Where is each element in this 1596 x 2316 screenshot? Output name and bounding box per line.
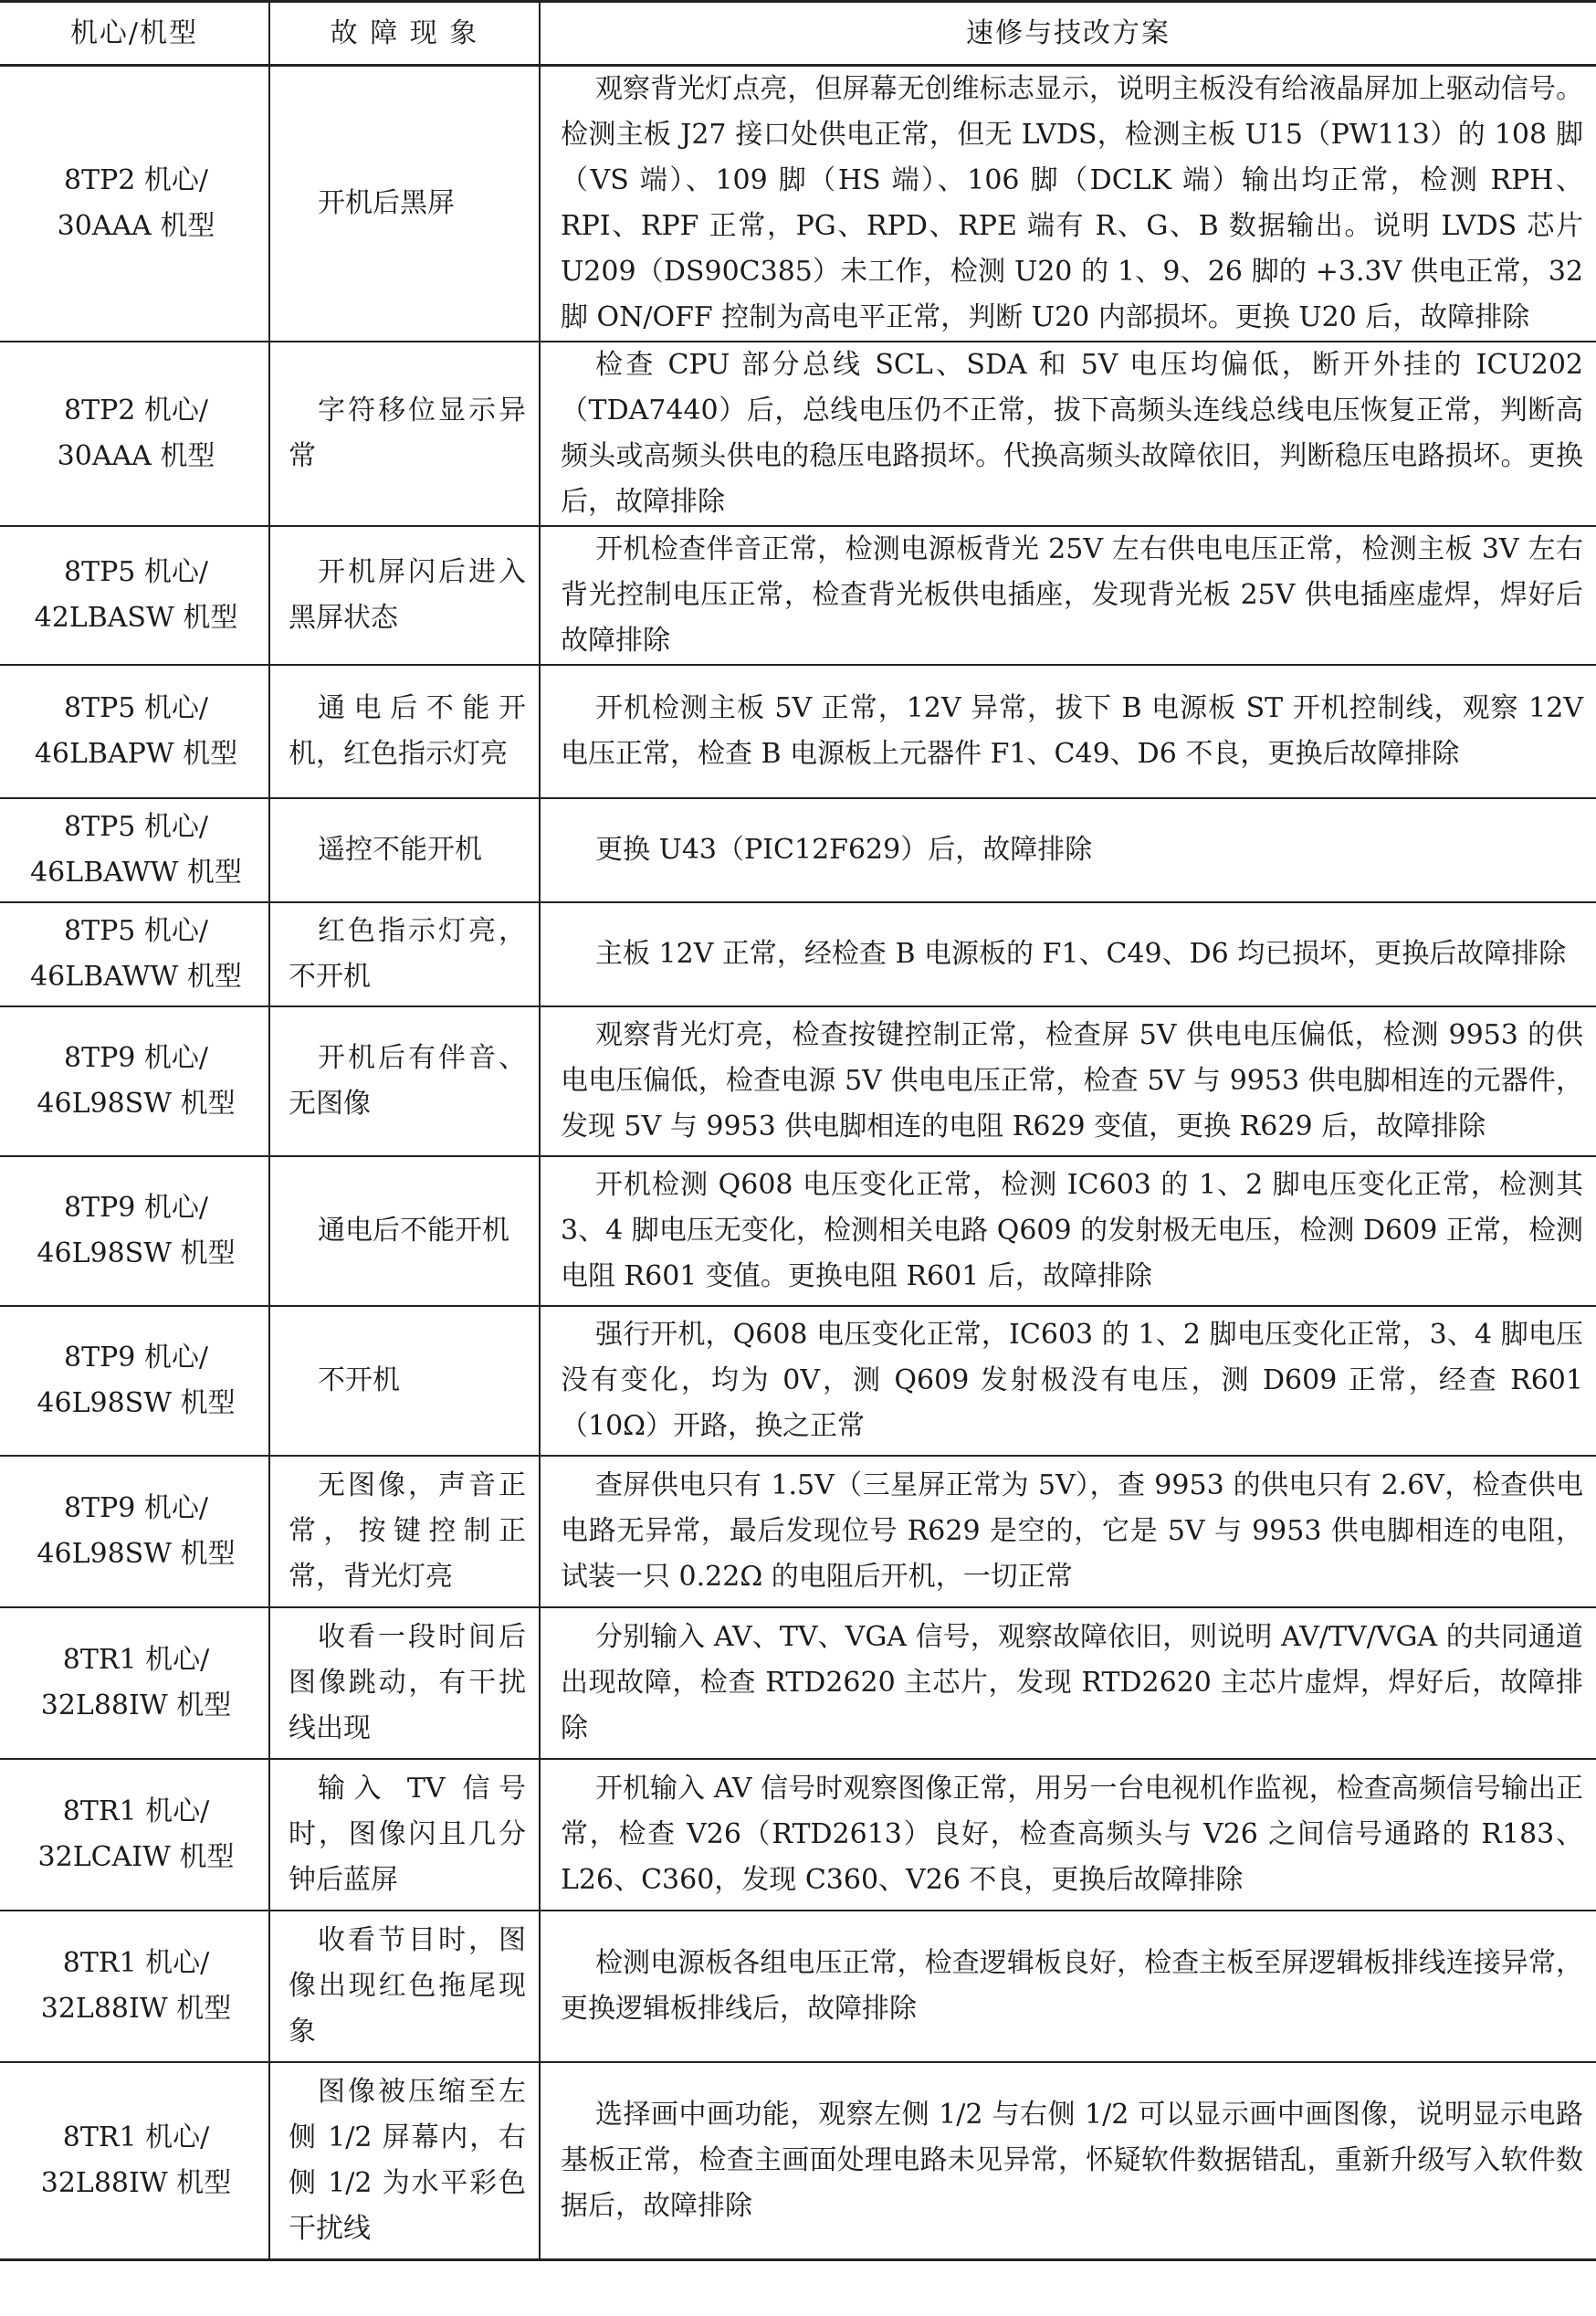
- model-cell: [0, 798, 269, 902]
- model-cell: [0, 342, 269, 526]
- table-row: [0, 1759, 1596, 1911]
- solution-cell: 分别输入 AV、TV、VGA 信号，观察故障依旧，则说明 AV/TV/VGA 的共同通道出现故障，检查 RTD2620 主芯片，发现 RTD2620 主芯片虚焊，焊好后，故障排除: [540, 1607, 1596, 1759]
- solution-cell: 开机检测 Q608 电压变化正常，检测 IC603 的 1、2 脚电压变化正常，检测其 3、4 脚电压无变化，检测相关电路 Q609 的发射极无电压，检测 D609 正常，检测电阻 R601 变值。更换电阻 R601 后，故障排除: [540, 1156, 1596, 1306]
- solution-cell: 选择画中画功能，观察左侧 1/2 与右侧 1/2 可以显示画中画图像，说明显示电路基板正常，检查主画面处理电路未见异常，怀疑软件数据错乱，重新升级写入软件数据后，故障排除: [540, 2062, 1596, 2259]
- model-cell: [0, 66, 269, 342]
- model-text: 46L98SW 机型: [37, 1088, 236, 1120]
- table-row: [0, 1156, 1596, 1306]
- model-text: 46LBAPW 机型: [34, 738, 238, 770]
- fault-cell: 开机后黑屏: [269, 66, 540, 342]
- table-row: [0, 1006, 1596, 1156]
- fault-cell: 无图像，声音正常，按键控制正常，背光灯亮: [269, 1456, 540, 1607]
- model-text: 46L98SW 机型: [37, 1237, 236, 1269]
- chassis-text: 8TR1 机心/: [62, 1947, 210, 1979]
- model-cell: [0, 2062, 269, 2259]
- chassis-text: 8TP5 机心/: [63, 915, 208, 947]
- solution-cell: 观察背光灯点亮，但屏幕无创维标志显示，说明主板没有给液晶屏加上驱动信号。检测主板 J27 接口处供电正常，但无 LVDS，检测主板 U15（PW113）的 108 脚（VS 端）、109 脚（HS 端）、106 脚（DCLK 端）输出均正常，检测 RPH、RPI、RPF 正常，PG、RPD、RPE 端有 R、G、B 数据输出。说明 LVDS 芯片 U209（DS90C385）未工作，检测 U20 的 1、9、26 脚的 +3.3V 供电正常，32 脚 ON/OFF 控制为高电平正常，判断 U20 内部损坏。更换 U20 后，故障排除: [540, 66, 1596, 342]
- model-text: 46L98SW 机型: [37, 1538, 236, 1570]
- solution-cell: 强行开机，Q608 电压变化正常，IC603 的 1、2 脚电压变化正常，3、4 脚电压没有变化，均为 0V，测 Q609 发射极没有电压，测 D609 正常，经查 R601（10Ω）开路，换之正常: [540, 1306, 1596, 1456]
- solution-cell: 查屏供电只有 1.5V（三星屏正常为 5V），查 9953 的供电只有 2.6V，检查供电电路无异常，最后发现位号 R629 是空的，它是 5V 与 9953 供电脚相连的电阻，试装一只 0.22Ω 的电阻后开机，一切正常: [540, 1456, 1596, 1607]
- chassis-text: 8TP5 机心/: [63, 692, 208, 724]
- model-text: 42LBASW 机型: [34, 602, 238, 634]
- fault-cell: 收看一段时间后图像跳动，有干扰线出现: [269, 1607, 540, 1759]
- table-row: [0, 798, 1596, 902]
- fault-cell: 遥控不能开机: [269, 798, 540, 902]
- chassis-text: 8TP9 机心/: [63, 1492, 208, 1524]
- fault-cell: 通电后不能开机，红色指示灯亮: [269, 665, 540, 798]
- solution-cell: 检查 CPU 部分总线 SCL、SDA 和 5V 电压均偏低，断开外挂的 ICU202（TDA7440）后，总线电压仍不正常，拔下高频头连线总线电压恢复正常，判断高频头或高频头供电的稳压电路损坏。代换高频头故障依旧，判断稳压电路损坏。更换后，故障排除: [540, 342, 1596, 526]
- table-row: [0, 526, 1596, 665]
- solution-cell: 观察背光灯亮，检查按键控制正常，检查屏 5V 供电电压偏低，检测 9953 的供电电压偏低，检查电源 5V 供电电压正常，检查 5V 与 9953 供电脚相连的元器件，发现 5V 与 9953 供电脚相连的电阻 R629 变值，更换 R629 后，故障排除: [540, 1006, 1596, 1156]
- chassis-text: 8TP9 机心/: [63, 1192, 208, 1224]
- table-row: [0, 1306, 1596, 1456]
- model-cell: [0, 1006, 269, 1156]
- chassis-text: 8TP2 机心/: [63, 164, 208, 196]
- table-row: [0, 1607, 1596, 1759]
- table-row: [0, 902, 1596, 1006]
- model-cell: [0, 1607, 269, 1759]
- table-row: [0, 665, 1596, 798]
- fault-cell: 字符移位显示异常: [269, 342, 540, 526]
- model-cell: [0, 1306, 269, 1456]
- header-fault: 故 障 现 象: [269, 2, 540, 66]
- solution-cell: 开机检测主板 5V 正常，12V 异常，拔下 B 电源板 ST 开机控制线，观察 12V 电压正常，检查 B 电源板上元器件 F1、C49、D6 不良，更换后故障排除: [540, 665, 1596, 798]
- model-cell: [0, 1911, 269, 2062]
- chassis-text: 8TP9 机心/: [63, 1042, 208, 1074]
- model-text: 32L88IW 机型: [40, 1993, 232, 2025]
- chassis-text: 8TP5 机心/: [63, 556, 208, 588]
- header-solution: 速修与技改方案: [540, 2, 1596, 66]
- solution-cell: 开机检查伴音正常，检测电源板背光 25V 左右供电电压正常，检测主板 3V 左右背光控制电压正常，检查背光板供电插座，发现背光板 25V 供电插座虚焊，焊好后故障排除: [540, 526, 1596, 665]
- solution-cell: 检测电源板各组电压正常，检查逻辑板良好，检查主板至屏逻辑板排线连接异常，更换逻辑板排线后，故障排除: [540, 1911, 1596, 2062]
- table-row: [0, 2062, 1596, 2259]
- model-text: 46LBAWW 机型: [30, 961, 242, 993]
- chassis-text: 8TR1 机心/: [62, 1644, 210, 1676]
- table-row: [0, 342, 1596, 526]
- fault-cell: 不开机: [269, 1306, 540, 1456]
- model-cell: [0, 1456, 269, 1607]
- fault-cell: 收看节目时，图像出现红色拖尾现象: [269, 1911, 540, 2062]
- fault-cell: 红色指示灯亮，不开机: [269, 902, 540, 1006]
- table-row: [0, 66, 1596, 342]
- model-text: 30AAA 机型: [57, 210, 215, 242]
- fault-cell: 图像被压缩至左侧 1/2 屏幕内，右侧 1/2 为水平彩色干扰线: [269, 2062, 540, 2259]
- header-model: 机心/机型: [0, 2, 269, 66]
- model-text: 30AAA 机型: [57, 440, 215, 472]
- model-cell: [0, 526, 269, 665]
- model-text: 32LCAIW 机型: [37, 1841, 235, 1873]
- chassis-text: 8TP2 机心/: [63, 395, 208, 426]
- fault-cell: 开机屏闪后进入黑屏状态: [269, 526, 540, 665]
- table-row: [0, 1911, 1596, 2062]
- model-text: 32L88IW 机型: [40, 1690, 232, 1721]
- chassis-text: 8TR1 机心/: [62, 1795, 210, 1827]
- solution-cell: 主板 12V 正常，经检查 B 电源板的 F1、C49、D6 均已损坏，更换后故障排除: [540, 902, 1596, 1006]
- chassis-text: 8TR1 机心/: [62, 2121, 210, 2153]
- table-row: [0, 1456, 1596, 1607]
- solution-cell: 开机输入 AV 信号时观察图像正常，用另一台电视机作监视，检查高频信号输出正常，检查 V26（RTD2613）良好，检查高频头与 V26 之间信号通路的 R183、L26、C360，发现 C360、V26 不良，更换后故障排除: [540, 1759, 1596, 1911]
- model-cell: [0, 665, 269, 798]
- model-text: 46LBAWW 机型: [30, 857, 242, 889]
- model-cell: [0, 1759, 269, 1911]
- fault-cell: 输入 TV 信号时，图像闪且几分钟后蓝屏: [269, 1759, 540, 1911]
- fault-cell: 开机后有伴音、无图像: [269, 1006, 540, 1156]
- chassis-text: 8TP9 机心/: [63, 1342, 208, 1374]
- chassis-text: 8TP5 机心/: [63, 811, 208, 843]
- model-cell: [0, 1156, 269, 1306]
- model-cell: [0, 902, 269, 1006]
- model-text: 46L98SW 机型: [37, 1387, 236, 1419]
- model-text: 32L88IW 机型: [40, 2166, 232, 2199]
- header-row: [0, 2, 1596, 66]
- solution-cell: 更换 U43（PIC12F629）后，故障排除: [540, 798, 1596, 902]
- fault-cell: 通电后不能开机: [269, 1156, 540, 1306]
